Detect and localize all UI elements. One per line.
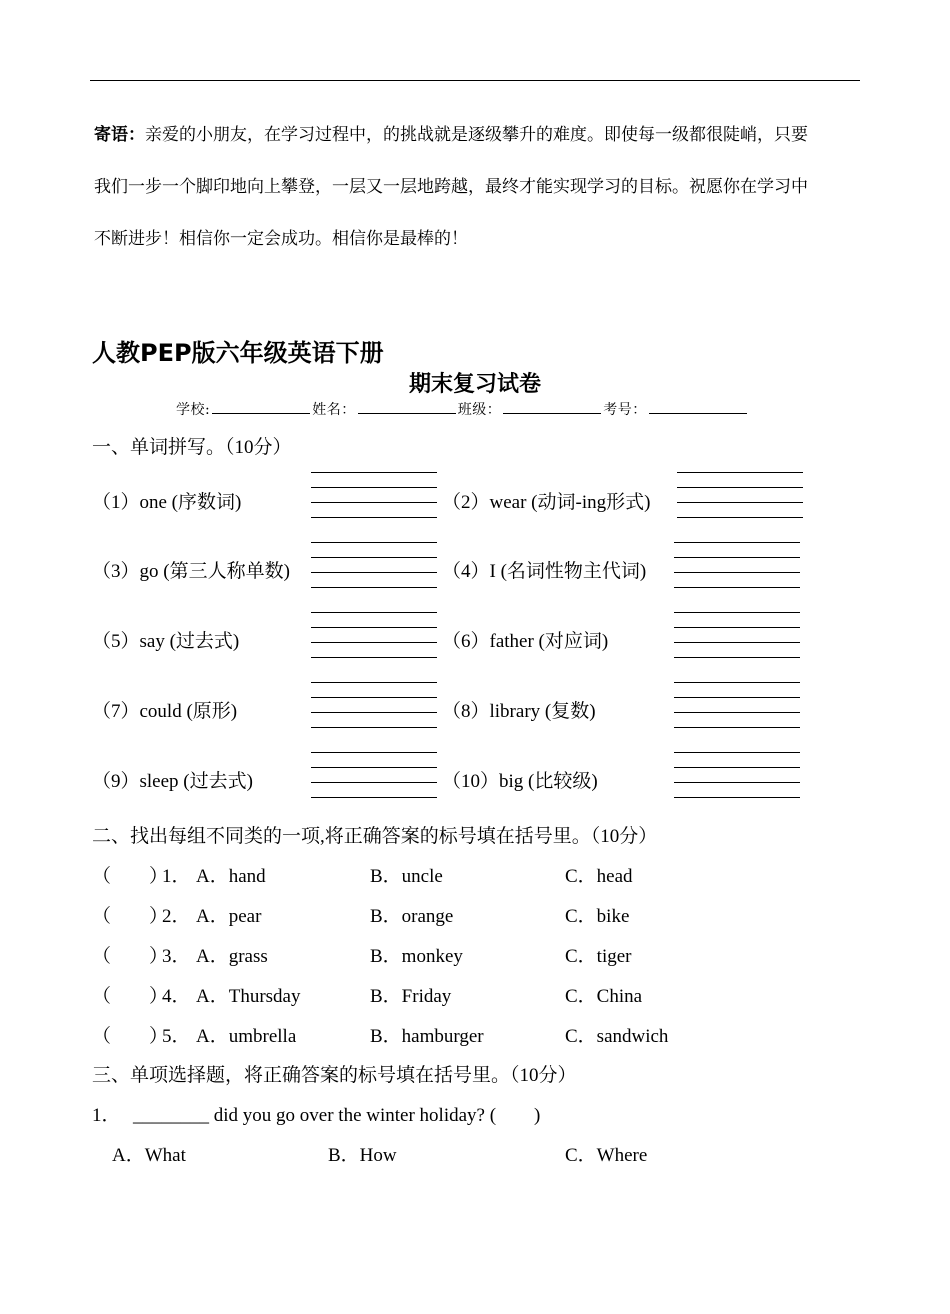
option-a: A．umbrella — [196, 1026, 297, 1047]
option-a: A．pear — [196, 906, 262, 927]
option-a: A．grass — [196, 946, 268, 967]
answer-paren[interactable]: （ ） — [92, 946, 169, 967]
option-b: B．monkey — [370, 946, 463, 967]
word-item-4: （4）I (名词性物主代词) — [442, 561, 647, 582]
question-number: 2． — [162, 906, 191, 927]
section1-heading: 一、单词拼写。（10分） — [92, 437, 292, 458]
name-label: 姓名： — [312, 402, 356, 418]
school-label: 学校: — [176, 402, 211, 418]
option-c: C．sandwich — [565, 1026, 669, 1047]
question-number: 1． — [92, 1105, 121, 1126]
class-blank[interactable] — [503, 400, 601, 414]
student-info-line — [176, 399, 749, 419]
word-item-2: （2）wear (动词-ing形式) — [442, 492, 651, 513]
intro-text-1: 亲爱的小朋友，在学习过程中，的挑战就是逐级攀升的难度。即使每一级都很陡峭，只要 — [145, 125, 808, 144]
intro-label: 寄语： — [94, 125, 145, 144]
question-number: 3． — [162, 946, 191, 967]
question-text: ________ did you go over the winter holiday? ( ) — [133, 1105, 541, 1126]
word-item-9: （9）sleep (过去式) — [92, 771, 253, 792]
option-a: A．What — [112, 1145, 186, 1166]
word-item-1: （1）one (序数词) — [92, 492, 242, 513]
word-item-10: （10）big (比较级) — [442, 771, 598, 792]
intro-line-1 — [94, 126, 808, 143]
answer-paren[interactable]: （ ） — [92, 1026, 169, 1047]
option-c: C．Where — [565, 1145, 648, 1166]
answer-paren[interactable]: （ ） — [92, 986, 169, 1007]
intro-line-2: 我们一步一个脚印地向上攀登，一层又一层地跨越，最终才能实现学习的目标。祝愿你在学习中 — [94, 177, 808, 196]
option-b: B．How — [328, 1145, 397, 1166]
name-blank[interactable] — [358, 400, 456, 414]
intro-line-3: 不断进步！相信你一定会成功。相信你是最棒的！ — [94, 229, 468, 248]
option-b: B．orange — [370, 906, 454, 927]
number-label: 考号： — [603, 402, 647, 418]
document-subtitle: 期末复习试卷 — [408, 372, 541, 397]
option-b: B．Friday — [370, 986, 452, 1007]
option-a: A．hand — [196, 866, 266, 887]
word-item-5: （5）say (过去式) — [92, 631, 240, 652]
school-blank[interactable] — [212, 400, 310, 414]
option-c: C．tiger — [565, 946, 632, 967]
question-number: 1． — [162, 866, 191, 887]
question-number: 4． — [162, 986, 191, 1007]
word-item-3: （3）go (第三人称单数) — [92, 561, 290, 582]
answer-paren[interactable]: （ ） — [92, 866, 169, 887]
answer-paren[interactable]: （ ） — [92, 906, 169, 927]
word-item-7: （7）could (原形) — [92, 701, 238, 722]
option-c: C．bike — [565, 906, 630, 927]
word-item-6: （6）father (对应词) — [442, 631, 609, 652]
top-rule — [90, 80, 860, 81]
question-number: 5． — [162, 1026, 191, 1047]
option-a: A．Thursday — [196, 986, 301, 1007]
section3-heading: 三、单项选择题，将正确答案的标号填在括号里。（10分） — [92, 1065, 577, 1086]
number-blank[interactable] — [649, 400, 747, 414]
option-b: B．hamburger — [370, 1026, 484, 1047]
option-c: C．China — [565, 986, 643, 1007]
section2-heading: 二、找出每组不同类的一项,将正确答案的标号填在括号里。（10分） — [92, 826, 658, 847]
option-c: C．head — [565, 866, 633, 887]
document-title: 人教PEP版六年级英语下册 — [92, 339, 384, 367]
word-item-8: （8）library (复数) — [442, 701, 596, 722]
class-label: 班级： — [457, 402, 502, 418]
option-b: B．uncle — [370, 866, 443, 887]
